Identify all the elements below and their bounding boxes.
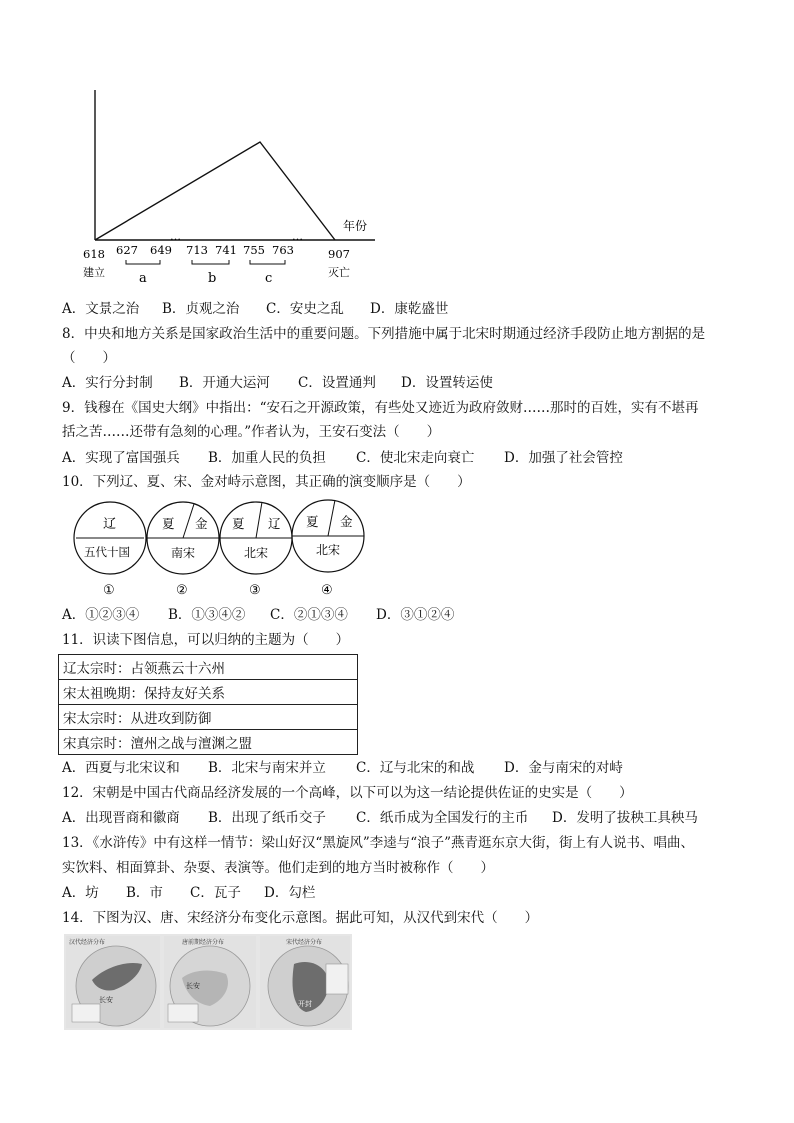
- tick-713: 713: [186, 243, 208, 257]
- option-d[interactable]: D．发明了拔秧工具秧马: [552, 810, 698, 826]
- tick-907: 907: [328, 247, 350, 261]
- ellipsis-2: …: [292, 230, 303, 243]
- circle-2-num: ②: [176, 583, 188, 598]
- map-tang-city: 长安: [186, 982, 200, 990]
- option-c[interactable]: C．纸币成为全国发行的主币: [356, 810, 529, 826]
- bracket-a: [126, 260, 160, 264]
- circle-1-top: 辽: [103, 517, 117, 532]
- option-a[interactable]: A．实行分封制: [62, 375, 153, 391]
- q11-options: [62, 758, 623, 778]
- option-c[interactable]: C．②①③④: [270, 607, 348, 623]
- option-c[interactable]: C．使北宋走向衰亡: [356, 450, 475, 466]
- q12-stem: 12．宋朝是中国古代商品经济发展的一个高峰，以下可以为这一结论提供佐证的史实是（ ）: [62, 785, 633, 801]
- bracket-c: [250, 260, 285, 264]
- option-a[interactable]: A．文景之治: [62, 301, 140, 317]
- end-label: 灭亡: [328, 266, 350, 279]
- option-d[interactable]: D．加强了社会管控: [504, 450, 623, 466]
- circle-3-right: 辽: [268, 516, 281, 531]
- option-d[interactable]: D．康乾盛世: [370, 301, 449, 317]
- option-b[interactable]: B．出现了纸币交子: [208, 810, 326, 826]
- option-a[interactable]: A．实现了富国强兵: [62, 450, 180, 466]
- q9-stem-2: 括之苦……还带有急刻的心理。”作者认为，王安石变法（ ）: [62, 424, 441, 440]
- circle-3-num: ③: [249, 583, 261, 598]
- circle-4-bottom: 北宋: [316, 543, 341, 557]
- tick-763: 763: [272, 243, 294, 257]
- circle-2-left: 夏: [162, 516, 175, 531]
- map-song-city: 开封: [298, 1000, 312, 1008]
- circle-2-right: 金: [195, 516, 208, 531]
- map-tang-title: 唐前期经济分布: [182, 939, 225, 946]
- circle-1-bottom: 五代十国: [84, 545, 130, 559]
- q11-info-table: [58, 654, 358, 755]
- table-cell: 宋太祖晚期：保持友好关系: [59, 680, 358, 705]
- option-d[interactable]: D．设置转运使: [401, 375, 493, 391]
- q9-stem-1: 9．钱穆在《国史大纲》中指出：“安石之开源政策，有些处又迹近为政府敛财……那时的百姓，实有不堪再: [62, 400, 699, 416]
- table-cell: 宋真宗时：澶州之战与澶渊之盟: [59, 730, 358, 755]
- q14-maps: [64, 934, 352, 1030]
- option-b[interactable]: B．①③④②: [168, 607, 246, 623]
- option-d[interactable]: D．③①②④: [376, 607, 455, 623]
- q8-options: [62, 373, 493, 393]
- table-cell: 辽太宗时：占领燕云十六州: [59, 655, 358, 680]
- q10-circles: [70, 498, 370, 600]
- bracket-a-label: a: [139, 271, 147, 285]
- option-c[interactable]: C．设置通判: [298, 375, 376, 391]
- circle-4-right: 金: [340, 514, 353, 529]
- q11-stem: 11．识读下图信息，可以归纳的主题为（ ）: [62, 632, 350, 648]
- axis-label: 年份: [343, 219, 368, 233]
- circle-3-bottom: 北宋: [244, 546, 269, 560]
- circle-4: [292, 500, 364, 598]
- option-d[interactable]: D．金与南宋的对峙: [504, 760, 623, 776]
- map-song-title: 宋代经济分布: [286, 939, 323, 946]
- q8-stem-1: 8．中央和地方关系是国家政治生活中的重要问题。下列措施中属于北宋时期通过经济手段防止地方割据的是: [62, 326, 706, 342]
- tick-618: 618: [83, 247, 105, 261]
- option-b[interactable]: B．北宋与南宋并立: [208, 760, 326, 776]
- option-a[interactable]: A．坊: [62, 885, 99, 901]
- option-a[interactable]: A．①②③④: [62, 607, 140, 623]
- circle-1-num: ①: [103, 583, 115, 598]
- map-han: [66, 936, 160, 1028]
- bracket-b: [192, 260, 229, 264]
- table-row: [59, 705, 358, 730]
- map-tang: [164, 936, 256, 1028]
- circle-2-bottom: 南宋: [171, 546, 196, 560]
- table-cell: 宋太宗时：从进攻到防御: [59, 705, 358, 730]
- tick-627: 627: [116, 243, 138, 257]
- table-row: [59, 730, 358, 755]
- q9-options: [62, 448, 623, 468]
- q7-options: [62, 299, 448, 319]
- option-a[interactable]: A．出现晋商和徽商: [62, 810, 180, 826]
- option-d[interactable]: D．勾栏: [264, 885, 316, 901]
- q10-options: [62, 605, 454, 625]
- start-label: 建立: [83, 266, 105, 279]
- q14-stem: 14．下图为汉、唐、宋经济分布变化示意图。据此可知，从汉代到宋代（ ）: [62, 910, 539, 926]
- q13-stem-1: 13．《水浒传》中有这样一情节：梁山好汉“黑旋风”李逵与“浪子”燕青逛东京大街，街上有人说书、唱曲、: [62, 835, 695, 851]
- q13-options: [62, 883, 315, 903]
- option-a[interactable]: A．西夏与北宋议和: [62, 760, 180, 776]
- q13-stem-2: 实饮料、相面算卦、杂耍、表演等。他们走到的地方当时被称作（ ）: [62, 860, 494, 876]
- option-b[interactable]: B．贞观之治: [162, 301, 240, 317]
- option-c[interactable]: C．安史之乱: [266, 301, 344, 317]
- option-b[interactable]: B．市: [126, 885, 163, 901]
- ellipsis-1: …: [170, 230, 181, 243]
- circle-2: [147, 502, 219, 598]
- bracket-c-label: c: [265, 271, 273, 285]
- tick-741: 741: [215, 243, 237, 257]
- tick-755: 755: [243, 243, 265, 257]
- circle-4-num: ④: [321, 583, 333, 598]
- q10-stem: 10．下列辽、夏、宋、金对峙示意图，其正确的演变顺序是（ ）: [62, 474, 471, 490]
- option-c[interactable]: C．瓦子: [190, 885, 241, 901]
- option-c[interactable]: C．辽与北宋的和战: [356, 760, 475, 776]
- tick-649: 649: [150, 243, 172, 257]
- option-b[interactable]: B．开通大运河: [179, 375, 270, 391]
- map-song: [260, 936, 350, 1028]
- map-han-city: 长安: [99, 996, 113, 1004]
- q12-options: [62, 808, 698, 828]
- map-han-title: 汉代经济分布: [69, 939, 106, 946]
- q7-line-chart: [70, 80, 390, 285]
- circle-1: [74, 502, 146, 598]
- table-row: [59, 655, 358, 680]
- circle-3: [220, 502, 292, 598]
- table-row: [59, 680, 358, 705]
- trend-line: [95, 142, 335, 240]
- bracket-b-label: b: [208, 271, 217, 285]
- circle-3-left: 夏: [232, 516, 245, 531]
- circle-4-left: 夏: [306, 514, 319, 529]
- option-b[interactable]: B．加重人民的负担: [208, 450, 326, 466]
- q8-stem-2: （ ）: [62, 350, 116, 366]
